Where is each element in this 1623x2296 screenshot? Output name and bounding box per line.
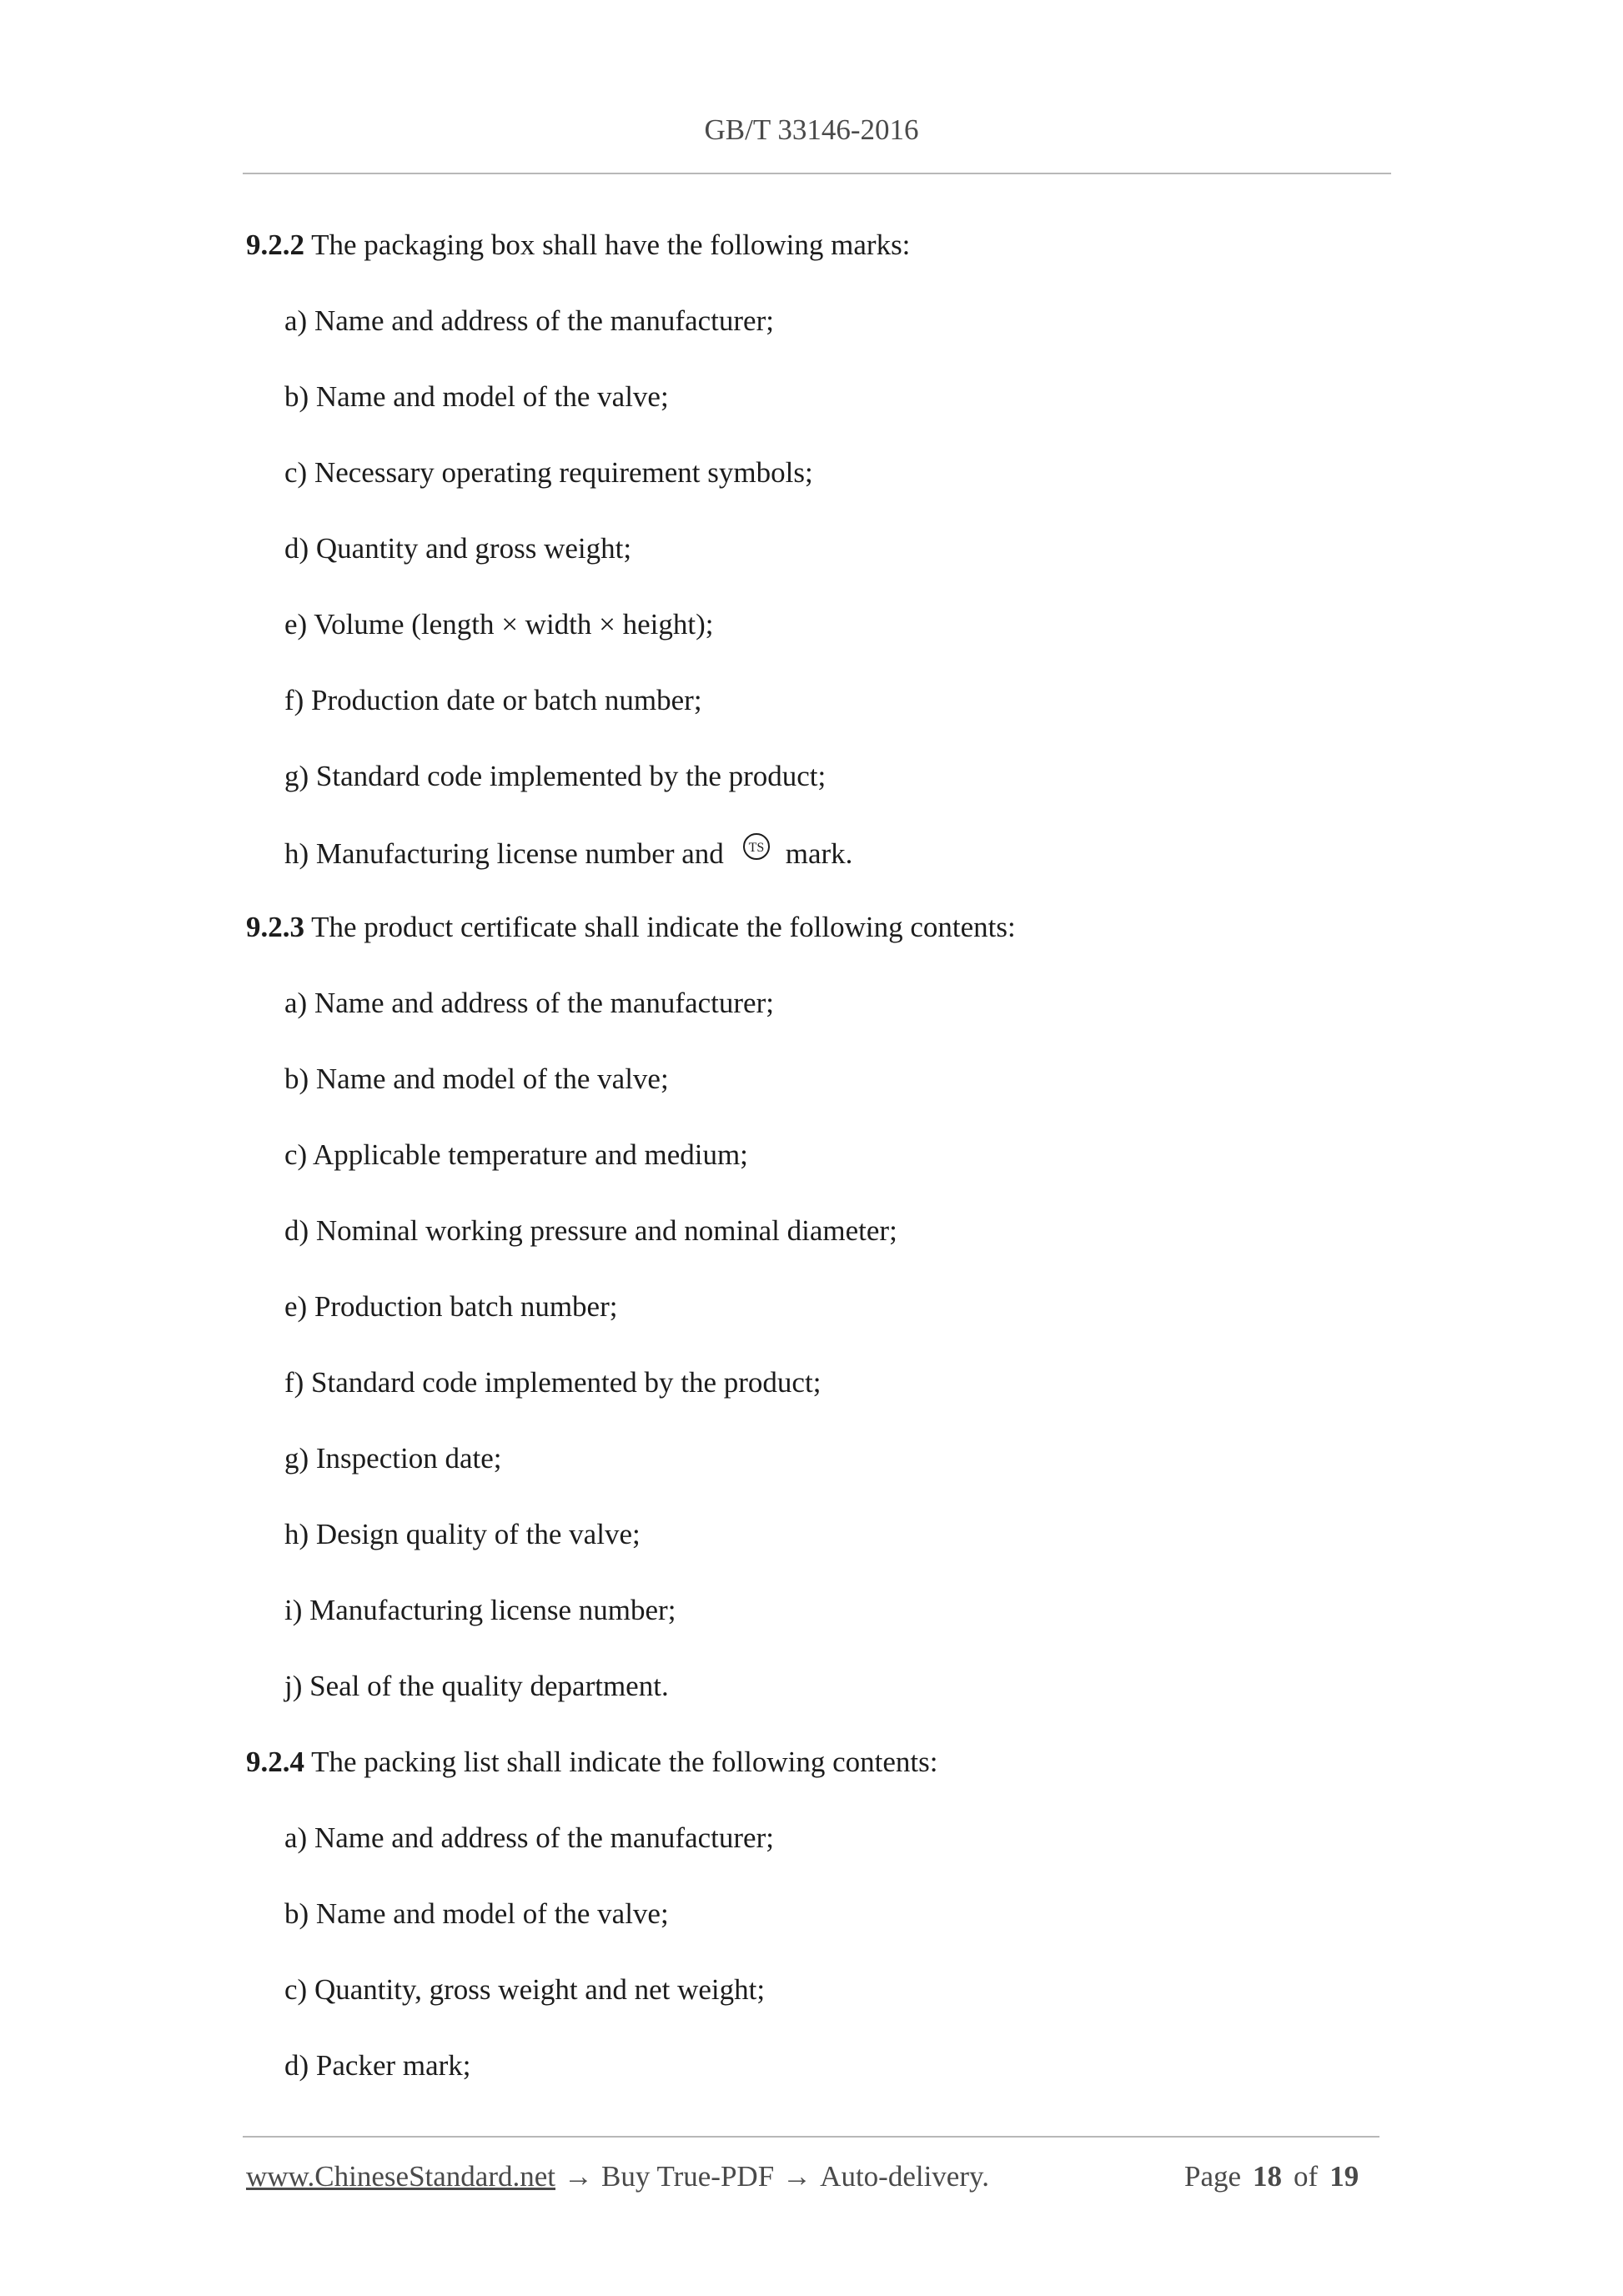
list-item: g) Inspection date;	[284, 1442, 502, 1475]
list-item: b) Name and model of the valve;	[284, 1063, 669, 1095]
auto-delivery-text: Auto-delivery.	[820, 2160, 989, 2193]
page-indicator	[1184, 2160, 1370, 2193]
list-item: c) Quantity, gross weight and net weight;	[284, 1973, 766, 2006]
list-item: c) Applicable temperature and medium;	[284, 1138, 748, 1171]
list-item: j) Seal of the quality department.	[284, 1670, 669, 1702]
list-item: a) Name and address of the manufacturer;	[284, 1821, 774, 1854]
list-item-text: h) Manufacturing license number and	[284, 837, 724, 870]
list-item: b) Name and model of the valve;	[284, 1897, 669, 1930]
list-item: e) Production batch number;	[284, 1290, 618, 1323]
list-item: i) Manufacturing license number;	[284, 1594, 676, 1626]
list-item	[284, 836, 852, 875]
list-item: a) Name and address of the manufacturer;	[284, 987, 774, 1019]
footer-divider	[243, 2136, 1379, 2138]
clause-9-2-4-heading	[246, 1744, 937, 1781]
list-item: a) Name and address of the manufacturer;	[284, 304, 774, 337]
page-header-title: GB/T 33146-2016	[704, 113, 919, 146]
page-current: 18	[1253, 2160, 1283, 2193]
list-item: d) Nominal working pressure and nominal diameter;	[284, 1214, 897, 1247]
list-item: b) Name and model of the valve;	[284, 380, 669, 413]
clause-text: The packaging box shall have the following marks:	[311, 229, 911, 261]
ts-mark-icon	[742, 832, 771, 870]
arrow-right-icon: →	[782, 2160, 812, 2193]
page-of-label: of	[1294, 2160, 1319, 2193]
clause-9-2-2-heading	[246, 227, 910, 264]
list-item-text: mark.	[785, 837, 853, 870]
list-item: f) Standard code implemented by the product;	[284, 1366, 822, 1399]
site-link[interactable]: www.ChineseStandard.net	[246, 2160, 555, 2193]
ts-mark-label: TS	[748, 841, 765, 856]
list-item: g) Standard code implemented by the product;	[284, 760, 827, 792]
list-item: d) Quantity and gross weight;	[284, 532, 632, 565]
arrow-right-icon: →	[564, 2160, 593, 2193]
list-item: c) Necessary operating requirement symbols;	[284, 456, 813, 489]
list-item: d) Packer mark;	[284, 2049, 471, 2082]
clause-text: The packing list shall indicate the following contents:	[311, 1746, 938, 1778]
header-divider	[243, 173, 1391, 174]
buy-pdf-text: Buy True-PDF	[601, 2160, 775, 2193]
clause-number: 9.2.3	[246, 911, 304, 943]
clause-text: The product certificate shall indicate the following contents:	[311, 911, 1016, 943]
page-label: Page	[1184, 2160, 1242, 2193]
footer-promo	[246, 2160, 989, 2193]
clause-9-2-3-heading	[246, 909, 1016, 946]
list-item: f) Production date or batch number;	[284, 684, 702, 716]
list-item: e) Volume (length × width × height);	[284, 608, 714, 641]
clause-number: 9.2.2	[246, 229, 304, 261]
list-item: h) Design quality of the valve;	[284, 1518, 641, 1550]
page-total: 19	[1329, 2160, 1359, 2193]
clause-number: 9.2.4	[246, 1746, 304, 1778]
